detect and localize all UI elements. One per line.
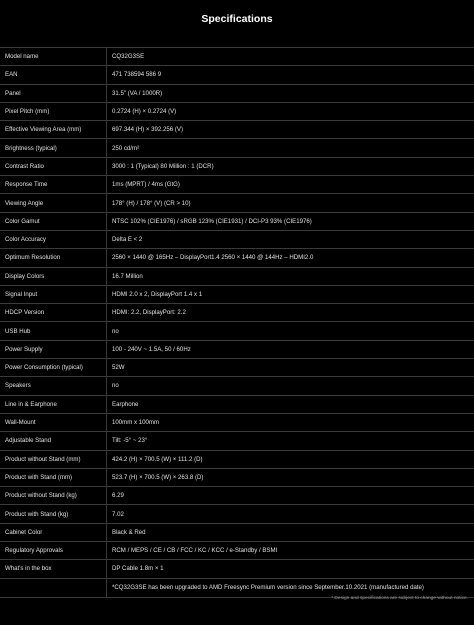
spec-label: Regulatory Approvals bbox=[0, 542, 107, 560]
spec-value: NTSC 102% (CIE1976) / sRGB 123% (CIE1931) / DCI-P3 93% (CIE1976) bbox=[107, 212, 474, 230]
spec-row bbox=[0, 176, 474, 194]
spec-row bbox=[0, 212, 474, 230]
spec-row bbox=[0, 102, 474, 120]
footnote: * Design and specifications are subject to change without notice. bbox=[331, 596, 468, 601]
spec-row bbox=[0, 542, 474, 560]
spec-value: 100 - 240V ~ 1.5A, 50 / 60Hz bbox=[107, 340, 474, 358]
spec-value: RCM / MEPS / CE / CB / FCC / KC / KCC / e-Standby / BSMI bbox=[107, 542, 474, 560]
note-row bbox=[0, 578, 474, 597]
spec-row bbox=[0, 359, 474, 377]
spec-label: Product without Stand (mm) bbox=[0, 450, 107, 468]
specifications-table bbox=[0, 47, 474, 598]
spec-value: 0.2724 (H) × 0.2724 (V) bbox=[107, 102, 474, 120]
spec-row bbox=[0, 340, 474, 358]
specifications-table-body bbox=[0, 48, 474, 598]
spec-row bbox=[0, 450, 474, 468]
spec-row bbox=[0, 285, 474, 303]
spec-row bbox=[0, 377, 474, 395]
spec-label: Display Colors bbox=[0, 267, 107, 285]
spec-row bbox=[0, 230, 474, 248]
spec-value: 178° (H) / 178° (V) (CR > 10) bbox=[107, 194, 474, 212]
spec-value: 6.29 bbox=[107, 487, 474, 505]
spec-value: HDMI: 2.2, DisplayPort: 2.2 bbox=[107, 304, 474, 322]
spec-value: 100mm x 100mm bbox=[107, 413, 474, 431]
spec-row bbox=[0, 194, 474, 212]
spec-value: 16.7 Million bbox=[107, 267, 474, 285]
spec-label: USB Hub bbox=[0, 322, 107, 340]
spec-label: What's in the box bbox=[0, 560, 107, 578]
spec-label: Adjustable Stand bbox=[0, 432, 107, 450]
spec-value: 471 738594 586 9 bbox=[107, 66, 474, 84]
spec-label: Signal Input bbox=[0, 285, 107, 303]
spec-label: Color Accuracy bbox=[0, 230, 107, 248]
spec-value: 3000 : 1 (Typical) 80 Million : 1 (DCR) bbox=[107, 157, 474, 175]
spec-label: Product with Stand (kg) bbox=[0, 505, 107, 523]
spec-label: Model name bbox=[0, 48, 107, 66]
spec-label: Pixel Pitch (mm) bbox=[0, 102, 107, 120]
spec-row bbox=[0, 395, 474, 413]
spec-row bbox=[0, 121, 474, 139]
spec-value: no bbox=[107, 377, 474, 395]
spec-value: HDMI 2.0 x 2, DisplayPort 1.4 x 1 bbox=[107, 285, 474, 303]
spec-row bbox=[0, 249, 474, 267]
spec-row bbox=[0, 267, 474, 285]
spec-row bbox=[0, 487, 474, 505]
spec-value: Earphone bbox=[107, 395, 474, 413]
spec-value: CQ32G3SE bbox=[107, 48, 474, 66]
spec-label: Line in & Earphone bbox=[0, 395, 107, 413]
spec-label: Color Gamut bbox=[0, 212, 107, 230]
note-label-cell bbox=[0, 578, 107, 597]
spec-value: no bbox=[107, 322, 474, 340]
spec-row bbox=[0, 304, 474, 322]
spec-label: EAN bbox=[0, 66, 107, 84]
spec-label: Power Supply bbox=[0, 340, 107, 358]
spec-row bbox=[0, 84, 474, 102]
spec-label: Effective Viewing Area (mm) bbox=[0, 121, 107, 139]
spec-label: Product without Stand (kg) bbox=[0, 487, 107, 505]
spec-label: Contrast Ratio bbox=[0, 157, 107, 175]
spec-value: 2560 × 1440 @ 165Hz – DisplayPort1.4 2560 × 1440 @ 144Hz – HDMI2.0 bbox=[107, 249, 474, 267]
spec-label: Brightness (typical) bbox=[0, 139, 107, 157]
spec-row bbox=[0, 48, 474, 66]
spec-row bbox=[0, 139, 474, 157]
upgrade-note: *CQ32G3SE has been upgraded to AMD Freesync Premium version since September.10.2021 (manufactured date) bbox=[107, 578, 474, 597]
spec-label: Optimum Resolution bbox=[0, 249, 107, 267]
spec-value: 424.2 (H) × 700.5 (W) × 111.2 (D) bbox=[107, 450, 474, 468]
spec-value: Delta E < 2 bbox=[107, 230, 474, 248]
spec-value: DP Cable 1.8m × 1 bbox=[107, 560, 474, 578]
spec-value: 250 cd/m² bbox=[107, 139, 474, 157]
spec-label: Panel bbox=[0, 84, 107, 102]
spec-value: 7.02 bbox=[107, 505, 474, 523]
spec-value: Black & Red bbox=[107, 523, 474, 541]
spec-label: Power Consumption (typical) bbox=[0, 359, 107, 377]
spec-label: Speakers bbox=[0, 377, 107, 395]
spec-label: HDCP Version bbox=[0, 304, 107, 322]
spec-value: 523.7 (H) × 700.5 (W) × 263.8 (D) bbox=[107, 468, 474, 486]
spec-row bbox=[0, 505, 474, 523]
spec-row bbox=[0, 468, 474, 486]
spec-label: Wall-Mount bbox=[0, 413, 107, 431]
spec-label: Product with Stand (mm) bbox=[0, 468, 107, 486]
spec-row bbox=[0, 66, 474, 84]
spec-row bbox=[0, 413, 474, 431]
spec-value: Tilt: -5° ~ 23° bbox=[107, 432, 474, 450]
spec-row bbox=[0, 432, 474, 450]
spec-row bbox=[0, 560, 474, 578]
spec-label: Viewing Angle bbox=[0, 194, 107, 212]
spec-value: 31.5" (VA / 1000R) bbox=[107, 84, 474, 102]
spec-row bbox=[0, 322, 474, 340]
spec-label: Response Time bbox=[0, 176, 107, 194]
spec-label: Cabinet Color bbox=[0, 523, 107, 541]
spec-value: 1ms (MPRT) / 4ms (GtG) bbox=[107, 176, 474, 194]
spec-value: 52W bbox=[107, 359, 474, 377]
page-title: Specifications bbox=[201, 13, 273, 25]
spec-row bbox=[0, 157, 474, 175]
spec-value: 697.344 (H) × 392.256 (V) bbox=[107, 121, 474, 139]
spec-row bbox=[0, 523, 474, 541]
